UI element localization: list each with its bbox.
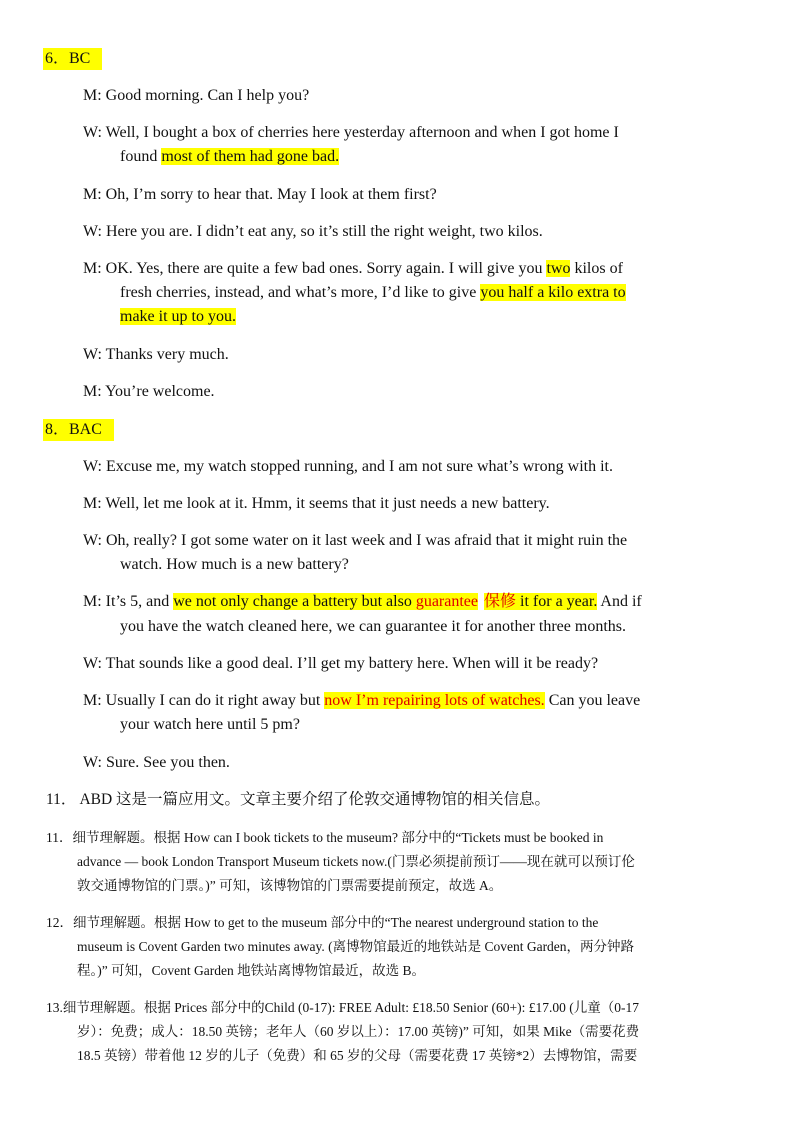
q6-line-7	[120, 281, 626, 305]
q8-line-8-text-end: Can you leave	[544, 692, 641, 709]
q6-line-7-text: fresh cherries, instead, and what’s more, I’d like to give	[120, 284, 481, 301]
q8-line-5-red-word: guarantee	[415, 593, 478, 610]
q6-heading: 6．BC	[43, 48, 102, 70]
q8-line-3: W: Oh, really? I got some water on it last week and I was afraid that it might ruin the	[83, 532, 628, 549]
q11-answer: 11． ABD 这是一篇应用文。文章主要介绍了伦敦交通博物馆的相关信息。	[46, 791, 551, 808]
q8-line-2: M: Well, let me look at it. Hmm, it seems that it just needs a new battery.	[83, 495, 550, 512]
q8-line-8	[83, 689, 640, 713]
q6-line-2: W: Well, I bought a box of cherries here yesterday afternoon and when I got home I	[83, 124, 619, 141]
explanation-11-line-1: 11．细节理解题。根据 How can I book tickets to the museum? 部分中的“Tickets must be booked in	[46, 830, 604, 845]
q8-line-6: you have the watch cleaned here, we can guarantee it for another three months.	[120, 618, 626, 635]
q8-line-5-highlight: we not only change a battery but also	[173, 593, 416, 610]
q8-line-5-text: M: It’s 5, and	[83, 593, 174, 610]
explanation-13-line-3: 18.5 英镑）带着他 12 岁的儿子（免费）和 65 岁的父母（需要花费 17 英镑*2）去博物馆，需要	[77, 1048, 638, 1063]
q6-line-6-text-end: kilos of	[570, 260, 623, 277]
q6-line-1: M: Good morning. Can I help you?	[83, 87, 310, 104]
q8-line-5-highlight-end: it for a year.	[516, 593, 598, 610]
q6-line-8	[120, 305, 236, 329]
q6-line-3-highlight: most of them had gone bad.	[161, 148, 340, 165]
explanation-13-line-2: 岁）：免费；成人：18.50 英镑；老年人（60 岁以上）：17.00 英镑)” 可知，如果 Mike（需要花费	[77, 1024, 640, 1039]
q8-line-1: W: Excuse me, my watch stopped running, and I am not sure what’s wrong with it.	[83, 458, 613, 475]
explanation-13-line-1: 13.细节理解题。根据 Prices 部分中的Child (0-17): FREE Adult: £18.50 Senior (60+): £17.00 (儿童（0-17	[46, 1000, 639, 1015]
q8-line-8-text: M: Usually I can do it right away but	[83, 692, 325, 709]
q8-line-4: watch. How much is a new battery?	[120, 556, 349, 573]
q6-line-9: W: Thanks very much.	[83, 346, 229, 363]
explanation-11-line-2: advance — book London Transport Museum tickets now.(门票必须提前预订——现在就可以预订伦	[77, 854, 635, 869]
q6-line-4: M: Oh, I’m sorry to hear that. May I look at them first?	[83, 186, 437, 203]
q6-line-3-text: found	[120, 148, 162, 165]
q6-line-8-highlight: make it up to you.	[120, 308, 236, 325]
explanation-11-line-3: 敦交通博物馆的门票。)” 可知，该博物馆的门票需要提前预定，故选 A。	[77, 878, 503, 893]
q8-line-5	[83, 590, 642, 614]
q8-line-10: W: Sure. See you then.	[83, 754, 230, 771]
q6-line-6-text: M: OK. Yes, there are quite a few bad ones. Sorry again. I will give you	[83, 260, 547, 277]
explanation-12-line-3: 程。)” 可知，Covent Garden 地铁站离博物馆最近，故选 B。	[77, 963, 425, 978]
explanation-12-line-1: 12．细节理解题。根据 How to get to the museum 部分中的“The nearest underground station to the	[46, 915, 599, 930]
q6-line-10: M: You’re welcome.	[83, 383, 215, 400]
q6-line-6-highlight: two	[546, 260, 571, 277]
q8-line-5-chinese-word: 保修	[484, 593, 517, 610]
q8-heading: 8．BAC	[43, 419, 114, 441]
q6-line-5: W: Here you are. I didn’t eat any, so it’s still the right weight, two kilos.	[83, 223, 543, 240]
explanation-12-line-2: museum is Covent Garden two minutes away. (离博物馆最近的地铁站是 Covent Garden，两分钟路	[77, 939, 635, 954]
q6-line-6	[83, 257, 623, 281]
q8-line-8-red-highlight: now I’m repairing lots of watches.	[324, 692, 545, 709]
q6-line-3	[120, 145, 339, 169]
q8-line-5-text-end: And if	[597, 593, 642, 610]
q8-line-7: W: That sounds like a good deal. I’ll get my battery here. When will it be ready?	[83, 655, 599, 672]
q6-line-7-highlight: you half a kilo extra to	[480, 284, 626, 301]
q8-line-9: your watch here until 5 pm?	[120, 716, 300, 733]
